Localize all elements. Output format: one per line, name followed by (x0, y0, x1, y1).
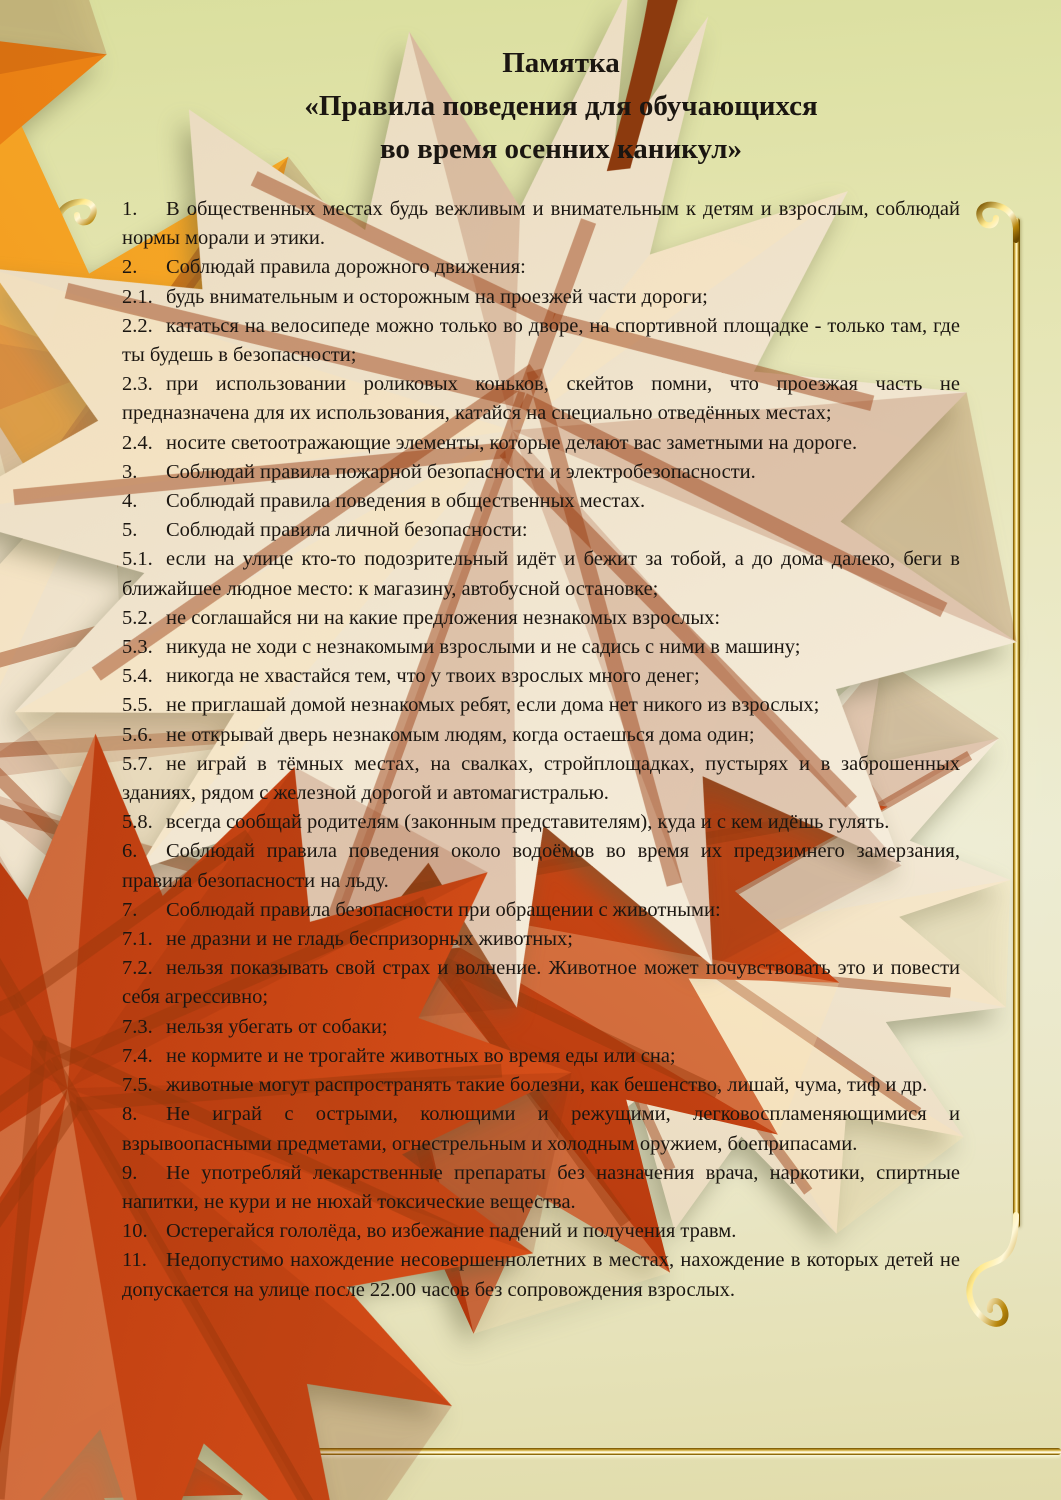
rule-text: Соблюдай правила поведения около водоёмов во время их предзимнего замерзания, правила безопасности на льду. (122, 840, 960, 892)
rule-item (122, 808, 960, 837)
rule-number: 3. (122, 460, 138, 483)
rule-item (122, 545, 960, 603)
rule-number: 7.1. (122, 928, 153, 951)
rule-item (122, 1042, 960, 1071)
rule-text: Соблюдай правила личной безопасности: (166, 519, 528, 542)
rule-item (122, 195, 960, 253)
rule-text: Не играй с острыми, колющими и режущими, легковоспламеняющимися и взрывоопасными предметами, огнестрельным и холодным оружием, боеприпасами. (122, 1103, 960, 1155)
maple-leaf-icon (1035, 1059, 1061, 1500)
rule-text: не играй в тёмных местах, на свалках, стройплощадках, пустырях и в заброшенных зданиях, рядом с железной дорогой и автомагистралью. (122, 752, 960, 805)
rule-text: Не употребляй лекарственные препараты без назначения врача, наркотики, спиртные напитки, не кури и не нюхай токсические вещества. (122, 1161, 960, 1213)
rule-text: В общественных местах будь вежливым и внимательным к детям и взрослым, соблюдай нормы морали и этики. (122, 198, 960, 250)
rule-number: 5.3. (122, 636, 153, 659)
rule-item (122, 1071, 960, 1100)
rule-text: никуда не ходи с незнакомыми взрослыми и не садись с ними в машину; (166, 636, 801, 659)
rule-text: нельзя убегать от собаки; (166, 1015, 388, 1038)
rule-number: 11. (122, 1249, 147, 1272)
rule-item (122, 1013, 960, 1042)
rule-item (122, 429, 960, 458)
rule-text: всегда сообщай родителям (законным представителям), куда и с кем идёшь гулять. (166, 811, 890, 834)
title-line-2: «Правила поведения для обучающихся (304, 90, 818, 122)
rule-text: не приглашай домой незнакомых ребят, если дома нет никого из взрослых; (166, 694, 820, 717)
rule-text: Соблюдай правила поведения в общественных местах. (166, 490, 646, 513)
rule-item (122, 370, 960, 428)
rule-number: 2.2. (122, 314, 153, 337)
rule-text: животные могут распространять такие болезни, как бешенство, лишай, чума, тиф и др. (166, 1074, 928, 1097)
rule-number: 7.2. (122, 957, 153, 980)
rule-item (122, 721, 960, 750)
rule-text: не кормите и не трогайте животных во время еды или сна; (166, 1044, 676, 1067)
rule-number: 8. (122, 1103, 138, 1126)
rule-item (122, 633, 960, 662)
memo-content (122, 42, 960, 1305)
rule-number: 7. (122, 898, 138, 921)
rule-text: не соглашайся ни на какие предложения незнакомых взрослых: (166, 606, 721, 629)
rule-item (122, 487, 960, 516)
rule-text: Соблюдай правила безопасности при обращении с животными: (166, 898, 721, 921)
rule-item (122, 691, 960, 720)
title-line-1: Памятка (502, 47, 620, 79)
rule-number: 5.1. (122, 548, 153, 571)
rule-number: 7.4. (122, 1044, 153, 1067)
rule-item (122, 954, 960, 1012)
title-line-3: во время осенних каникул» (379, 133, 743, 165)
rule-number: 5.5. (122, 694, 153, 717)
rule-text: носите светоотражающие элементы, которые делают вас заметными на дороге. (166, 431, 858, 454)
rule-number: 4. (122, 490, 138, 513)
rules-list (122, 195, 960, 1305)
rule-item (122, 750, 960, 808)
rule-number: 5.4. (122, 665, 153, 688)
rule-number: 2.3. (122, 373, 153, 396)
rule-item (122, 604, 960, 633)
rule-text: Недопустимо нахождение несовершеннолетних в местах, нахождение в которых детей не допускается на улице после 22.00 часов без сопровождения взрослых. (122, 1249, 960, 1301)
rule-text: при использовании роликовых коньков, скейтов помни, что проезжая часть не предназначена для их использования, катайся на специально отведённых местах; (122, 373, 960, 425)
rule-text: будь внимательным и осторожным на проезжей части дороги; (166, 285, 708, 308)
rule-text: Соблюдай правила пожарной безопасности и электробезопасности. (166, 460, 756, 483)
rule-item (122, 253, 960, 282)
rule-item (122, 925, 960, 954)
rule-text: не открывай дверь незнакомым людям, когда остаешься дома один; (166, 723, 755, 746)
rule-number: 9. (122, 1161, 138, 1184)
rule-number: 2.1. (122, 285, 153, 308)
rule-number: 5. (122, 519, 138, 542)
page-title (122, 42, 960, 171)
rule-number: 7.5. (122, 1074, 153, 1097)
rule-number: 2. (122, 256, 138, 279)
rule-item (122, 1217, 960, 1246)
rule-number: 7.3. (122, 1015, 153, 1038)
rule-item (122, 283, 960, 312)
rule-item (122, 516, 960, 545)
rule-text: если на улице кто-то подозрительный идёт и бежит за тобой, а до дома далеко, беги в ближайшее людное место: к магазину, автобусной остановке; (122, 548, 960, 600)
rule-item (122, 896, 960, 925)
rule-number: 5.7. (122, 752, 153, 775)
rule-number: 5.8. (122, 811, 153, 834)
rule-item (122, 1100, 960, 1158)
rule-text: кататься на велосипеде можно только во дворе, на спортивной площадке - только там, где ты будешь в безопасности; (122, 314, 960, 367)
rule-number: 5.2. (122, 606, 153, 629)
rule-item (122, 837, 960, 895)
rule-item (122, 1246, 960, 1304)
rule-number: 1. (122, 198, 138, 220)
rule-number: 2.4. (122, 431, 153, 454)
rule-number: 5.6. (122, 723, 153, 746)
rule-item (122, 1159, 960, 1217)
rule-text: не дразни и не гладь беспризорных животных; (166, 928, 573, 951)
rule-item (122, 458, 960, 487)
rule-text: никогда не хвастайся тем, что у твоих взрослых много денег; (166, 665, 700, 688)
rule-item (122, 312, 960, 370)
rule-number: 10. (122, 1220, 148, 1243)
rule-text: Остерегайся гололёда, во избежание падений и получения травм. (166, 1220, 737, 1243)
rule-number: 6. (122, 840, 138, 863)
rule-text: Соблюдай правила дорожного движения: (166, 256, 526, 279)
rule-text: нельзя показывать свой страх и волнение. Животное может почувствовать это и повести себя агрессивно; (122, 957, 960, 1009)
rule-item (122, 662, 960, 691)
